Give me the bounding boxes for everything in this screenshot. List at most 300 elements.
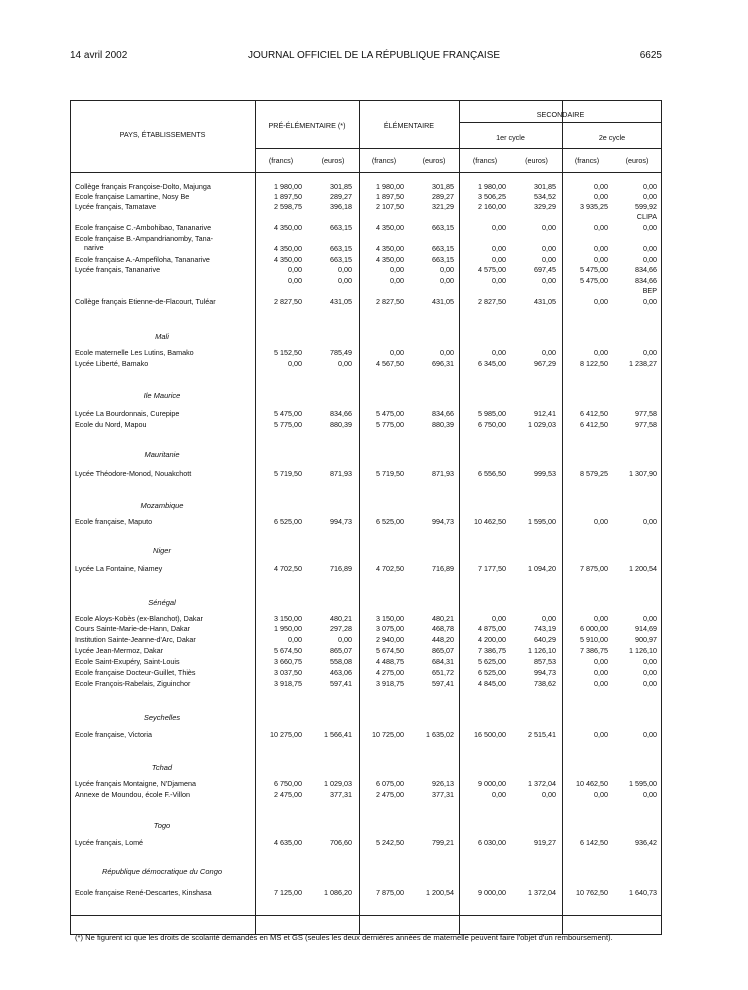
fee-value: 2 475,00: [274, 790, 302, 799]
establishment-name: [75, 564, 251, 574]
establishment-name: [75, 265, 251, 275]
fee-value: 480,21: [330, 614, 352, 623]
fee-value: 0,00: [643, 679, 657, 688]
establishment-label: Lycée français, Tamatave: [75, 202, 157, 211]
fee-value: 0,00: [594, 297, 608, 306]
establishment-name: [75, 192, 251, 202]
fee-value: 3 037,50: [274, 668, 302, 677]
establishment-label: Lycée La Bourdonnais, Curepipe: [75, 409, 180, 418]
fee-value: 289,27: [330, 192, 352, 201]
establishment-name: [75, 779, 251, 789]
fee-value: 1 950,00: [274, 624, 302, 633]
fee-value: 7 177,50: [478, 564, 506, 573]
fee-value: 0,00: [594, 517, 608, 526]
fee-value: 785,49: [330, 348, 352, 357]
fee-value: 0,00: [492, 348, 506, 357]
footnote: (*) Ne figurent ici que les droits de scolarité demandés en MS et GS (seules les deux dernières années de maternelle peuvent faire l'objet d'un remboursement).: [75, 933, 613, 942]
fee-value: 743,19: [534, 624, 556, 633]
unit-euros: (euros): [422, 156, 446, 165]
fee-value: 468,78: [432, 624, 454, 633]
fee-value: 994,73: [432, 517, 454, 526]
fee-value: 1 029,03: [528, 420, 556, 429]
country-heading: Togo: [153, 821, 171, 830]
fee-value: 4 350,00: [376, 244, 404, 253]
fee-value: 1 307,90: [629, 469, 657, 478]
fee-value: 5 475,00: [580, 265, 608, 274]
fee-value: 6 525,00: [376, 517, 404, 526]
establishment-label: Ecole François-Rabelais, Ziguinchor: [75, 679, 191, 688]
establishment-name: [75, 182, 251, 192]
fee-value: 967,29: [534, 359, 556, 368]
fee-value: 0,00: [594, 255, 608, 264]
fee-value: 0,00: [643, 657, 657, 666]
establishment-label: Ecole du Nord, Mapou: [75, 420, 147, 429]
fee-value: 10 275,00: [270, 730, 302, 739]
fee-value: 7 875,00: [580, 564, 608, 573]
fee-value: 0,00: [542, 614, 556, 623]
fee-value: 5 775,00: [274, 420, 302, 429]
fee-value: 2 475,00: [376, 790, 404, 799]
fee-value: 0,00: [643, 255, 657, 264]
fee-value: 3 075,00: [376, 624, 404, 633]
fee-value: 4 350,00: [274, 255, 302, 264]
fee-value: 1 094,20: [528, 564, 556, 573]
fee-value: 0,00: [643, 348, 657, 357]
fee-value: 1 238,27: [629, 359, 657, 368]
fee-value: 0,00: [542, 223, 556, 232]
fee-value: 0,00: [643, 192, 657, 201]
fee-value: 597,41: [330, 679, 352, 688]
fee-value: 0,00: [338, 359, 352, 368]
fee-value: 4 702,50: [376, 564, 404, 573]
fee-value: 0,00: [594, 182, 608, 191]
fee-value: 834,66: [635, 276, 657, 285]
fee-value: 865,07: [432, 646, 454, 655]
establishment-name: [75, 668, 251, 678]
fee-value: 0,00: [390, 348, 404, 357]
fee-value: 6 525,00: [274, 517, 302, 526]
fee-value: 0,00: [338, 265, 352, 274]
fee-value: 1 126,10: [629, 646, 657, 655]
fee-value: 6 142,50: [580, 838, 608, 847]
fee-value: 2 940,00: [376, 635, 404, 644]
fee-value: 10 462,50: [474, 517, 506, 526]
fee-value: 5 475,00: [376, 409, 404, 418]
fee-value: 0,00: [594, 192, 608, 201]
fee-value: 0,00: [643, 297, 657, 306]
establishment-label: Ecole française René-Descartes, Kinshasa: [75, 888, 212, 897]
fee-value: 6 345,00: [478, 359, 506, 368]
fee-value: 5 674,50: [376, 646, 404, 655]
fee-value: 663,15: [432, 223, 454, 232]
fee-value: 0,00: [338, 635, 352, 644]
fee-value: 534,52: [534, 192, 556, 201]
fee-value: 0,00: [288, 359, 302, 368]
country-heading: République démocratique du Congo: [101, 867, 223, 876]
fee-value: 2 827,50: [478, 297, 506, 306]
establishment-label: Ecole française B.-Ampandrianomby, Tana-: [75, 234, 213, 243]
establishment-name: [75, 646, 251, 656]
fee-value: 329,29: [534, 202, 556, 211]
fee-value: 0,00: [643, 790, 657, 799]
fee-value: 999,53: [534, 469, 556, 478]
fee-value: 912,41: [534, 409, 556, 418]
fee-value: 377,31: [432, 790, 454, 799]
fee-value: 448,20: [432, 635, 454, 644]
establishment-name: [75, 359, 251, 369]
unit-euros: (euros): [525, 156, 548, 165]
fee-value: 994,73: [534, 668, 556, 677]
fee-value: 1 980,00: [376, 182, 404, 191]
fee-value: 663,15: [330, 255, 352, 264]
fee-value: 5 625,00: [478, 657, 506, 666]
fee-value: 0,00: [440, 348, 454, 357]
fee-value: 301,85: [330, 182, 352, 191]
fee-value: 1 897,50: [274, 192, 302, 201]
fee-value: 716,89: [432, 564, 454, 573]
establishment-name: [75, 838, 251, 848]
establishment-label: Ecole maternelle Les Lutins, Bamako: [75, 348, 194, 357]
fee-value: 396,18: [330, 202, 352, 211]
establishment-name-continued: narive: [84, 243, 104, 252]
establishment-label: Ecole française A.-Ampefiloha, Tananarive: [75, 255, 210, 264]
col-header-preelementaire: PRÉ-ÉLÉMENTAIRE (*): [268, 121, 346, 130]
fee-value: 0,00: [594, 668, 608, 677]
program-note: BEP: [642, 286, 657, 295]
col-divider: [255, 100, 256, 935]
fee-value: 0,00: [390, 265, 404, 274]
fee-value: 0,00: [643, 244, 657, 253]
establishment-name: [75, 469, 251, 479]
fee-value: 919,27: [534, 838, 556, 847]
establishment-label: Ecole Aloys-Kobès (ex-Blanchot), Dakar: [75, 614, 203, 623]
fee-value: 0,00: [492, 223, 506, 232]
fee-value: 321,29: [432, 202, 454, 211]
fee-value: 0,00: [643, 517, 657, 526]
fee-value: 8 122,50: [580, 359, 608, 368]
establishment-label: Lycée La Fontaine, Niamey: [75, 564, 163, 573]
fee-value: 0,00: [643, 730, 657, 739]
issue-date: 14 avril 2002: [70, 50, 128, 61]
fee-value: 0,00: [288, 635, 302, 644]
fee-value: 9 000,00: [478, 779, 506, 788]
fee-value: 3 935,25: [580, 202, 608, 211]
establishment-name: [75, 420, 251, 430]
establishment-name: [75, 202, 251, 212]
fee-value: 431,05: [432, 297, 454, 306]
fee-value: 4 702,50: [274, 564, 302, 573]
table-bottom-rule: [70, 915, 662, 916]
fee-value: 480,21: [432, 614, 454, 623]
fee-value: 5 674,50: [274, 646, 302, 655]
unit-francs: (francs): [574, 156, 600, 165]
establishment-name: [75, 657, 251, 667]
fee-value: 3 150,00: [274, 614, 302, 623]
fee-value: 4 567,50: [376, 359, 404, 368]
fee-value: 4 350,00: [274, 223, 302, 232]
fee-value: 597,41: [432, 679, 454, 688]
fee-value: 7 875,00: [376, 888, 404, 897]
col-divider: [562, 100, 563, 935]
establishment-label: Collège français Françoise-Dolto, Majunga: [75, 182, 211, 191]
header-bottom-rule: [70, 172, 662, 173]
establishment-name: [75, 614, 251, 624]
fee-value: 5 152,50: [274, 348, 302, 357]
fee-value: 1 595,00: [629, 779, 657, 788]
establishment-label: Collège français Etienne-de-Flacourt, Tuléar: [75, 297, 216, 306]
fee-value: 994,73: [330, 517, 352, 526]
establishment-name: [75, 348, 251, 358]
fee-value: 977,58: [635, 420, 657, 429]
page-number: 6625: [639, 50, 662, 61]
establishment-label: Ecole française, Maputo: [75, 517, 153, 526]
establishment-label: Ecole Saint-Exupéry, Saint-Louis: [75, 657, 180, 666]
fee-value: 6 030,00: [478, 838, 506, 847]
fee-value: 684,31: [432, 657, 454, 666]
fee-value: 1 980,00: [478, 182, 506, 191]
fee-value: 871,93: [330, 469, 352, 478]
fee-value: 865,07: [330, 646, 352, 655]
fee-value: 2 827,50: [376, 297, 404, 306]
unit-francs: (francs): [472, 156, 498, 165]
fee-value: 977,58: [635, 409, 657, 418]
col-divider: [359, 100, 360, 935]
establishment-name: [75, 679, 251, 689]
fee-value: 7 125,00: [274, 888, 302, 897]
fee-value: 738,62: [534, 679, 556, 688]
unit-euros: (euros): [625, 156, 649, 165]
fee-value: 0,00: [594, 614, 608, 623]
establishment-name: [75, 730, 251, 740]
col-header-cycle2: 2e cycle: [598, 133, 626, 142]
country-heading: Seychelles: [143, 713, 181, 722]
fee-value: 6 412,50: [580, 420, 608, 429]
fee-value: 0,00: [594, 657, 608, 666]
fee-value: 2 598,75: [274, 202, 302, 211]
fee-value: 0,00: [594, 790, 608, 799]
fee-value: 0,00: [643, 223, 657, 232]
fee-value: 2 515,41: [528, 730, 556, 739]
fee-value: 1 200,54: [629, 564, 657, 573]
fee-value: 301,85: [432, 182, 454, 191]
fee-value: 5 719,50: [376, 469, 404, 478]
fee-value: 936,42: [635, 838, 657, 847]
col-header-secondaire: SECONDAIRE: [536, 110, 585, 119]
fee-value: 0,00: [643, 668, 657, 677]
fee-value: 0,00: [492, 790, 506, 799]
fee-value: 6 750,00: [274, 779, 302, 788]
fee-value: 834,66: [432, 409, 454, 418]
fee-value: 663,15: [330, 223, 352, 232]
program-note: CLIPA: [636, 212, 657, 221]
fee-value: 0,00: [492, 614, 506, 623]
fee-value: 4 275,00: [376, 668, 404, 677]
fee-value: 0,00: [594, 679, 608, 688]
fee-value: 900,97: [635, 635, 657, 644]
fee-value: 1 200,54: [426, 888, 454, 897]
fee-value: 1 566,41: [324, 730, 352, 739]
fee-value: 0,00: [440, 276, 454, 285]
fee-value: 0,00: [594, 348, 608, 357]
fee-value: 0,00: [594, 730, 608, 739]
establishment-name: [75, 517, 251, 527]
fee-value: 4 635,00: [274, 838, 302, 847]
fee-value: 0,00: [390, 276, 404, 285]
fee-value: 3 918,75: [274, 679, 302, 688]
fee-value: 716,89: [330, 564, 352, 573]
fee-value: 663,15: [432, 244, 454, 253]
fee-value: 289,27: [432, 192, 454, 201]
fee-value: 834,66: [330, 409, 352, 418]
country-heading: Tchad: [151, 763, 173, 772]
fee-value: 6 525,00: [478, 668, 506, 677]
unit-euros: (euros): [321, 156, 345, 165]
establishment-label: Ecole française Docteur-Guillet, Thiès: [75, 668, 196, 677]
fee-value: 10 725,00: [372, 730, 404, 739]
fee-value: 3 660,75: [274, 657, 302, 666]
establishment-name: [75, 624, 251, 634]
establishment-name: [75, 223, 251, 233]
country-heading: Sénégal: [148, 598, 176, 607]
fee-value: 663,15: [330, 244, 352, 253]
fee-value: 1 595,00: [528, 517, 556, 526]
establishment-label: Lycée français, Lomé: [75, 838, 144, 847]
establishment-label: Lycée Liberté, Bamako: [75, 359, 149, 368]
fee-value: 5 719,50: [274, 469, 302, 478]
fee-value: 7 386,75: [580, 646, 608, 655]
fee-value: 0,00: [643, 614, 657, 623]
fee-value: 0,00: [440, 265, 454, 274]
establishment-name: [75, 409, 251, 419]
col-header-pays: PAYS, ÉTABLISSEMENTS: [119, 130, 206, 139]
fee-value: 0,00: [338, 276, 352, 285]
fee-value: 6 750,00: [478, 420, 506, 429]
fee-value: 4 200,00: [478, 635, 506, 644]
fee-value: 4 575,00: [478, 265, 506, 274]
fee-value: 9 000,00: [478, 888, 506, 897]
fee-value: 0,00: [594, 223, 608, 232]
fee-value: 0,00: [492, 255, 506, 264]
fee-value: 7 386,75: [478, 646, 506, 655]
fee-value: 0,00: [492, 276, 506, 285]
fee-value: 834,66: [635, 265, 657, 274]
fee-value: 1 640,73: [629, 888, 657, 897]
fee-value: 8 579,25: [580, 469, 608, 478]
country-heading: Niger: [153, 546, 171, 555]
fee-value: 4 845,00: [478, 679, 506, 688]
fee-value: 5 910,00: [580, 635, 608, 644]
fee-value: 651,72: [432, 668, 454, 677]
establishment-name: [75, 790, 251, 800]
fee-value: 0,00: [643, 182, 657, 191]
establishment-label: Cours Sainte-Marie-de-Hann, Dakar: [75, 624, 191, 633]
fee-value: 1 980,00: [274, 182, 302, 191]
fee-value: 663,15: [432, 255, 454, 264]
fee-value: 2 107,50: [376, 202, 404, 211]
unit-francs: (francs): [268, 156, 294, 165]
fee-value: 431,05: [534, 297, 556, 306]
fee-value: 2 827,50: [274, 297, 302, 306]
fee-value: 0,00: [542, 348, 556, 357]
fee-value: 1 372,04: [528, 888, 556, 897]
fee-value: 4 350,00: [376, 255, 404, 264]
fee-value: 0,00: [492, 244, 506, 253]
fee-value: 599,92: [635, 202, 657, 211]
establishment-label: Institution Sainte-Jeanne-d'Arc, Dakar: [75, 635, 196, 644]
fee-value: 1 126,10: [528, 646, 556, 655]
fee-value: 5 775,00: [376, 420, 404, 429]
fee-value: 4 875,00: [478, 624, 506, 633]
fee-value: 1 372,04: [528, 779, 556, 788]
fee-value: 914,69: [635, 624, 657, 633]
fee-value: 301,85: [534, 182, 556, 191]
fee-value: 0,00: [542, 244, 556, 253]
fee-value: 696,31: [432, 359, 454, 368]
col-header-elementaire: ÉLÉMENTAIRE: [383, 121, 435, 130]
fee-value: 3 150,00: [376, 614, 404, 623]
fee-value: 0,00: [542, 255, 556, 264]
fee-value: 297,28: [330, 624, 352, 633]
fee-value: 3 506,25: [478, 192, 506, 201]
fee-value: 0,00: [594, 244, 608, 253]
establishment-name: [75, 297, 251, 307]
fee-value: 6 000,00: [580, 624, 608, 633]
fee-value: 1 897,50: [376, 192, 404, 201]
establishment-label: Lycée Théodore-Monod, Nouakchott: [75, 469, 192, 478]
fee-value: 5 475,00: [274, 409, 302, 418]
establishment-label: Lycée français, Tananarive: [75, 265, 161, 274]
country-heading: Mozambique: [140, 501, 184, 510]
fee-value: 0,00: [542, 790, 556, 799]
fee-value: 697,45: [534, 265, 556, 274]
fee-value: 6 556,50: [478, 469, 506, 478]
fee-value: 0,00: [542, 276, 556, 285]
establishment-name: [75, 255, 251, 265]
fee-value: 10 462,50: [576, 779, 608, 788]
fee-value: 0,00: [288, 276, 302, 285]
fee-value: 6 412,50: [580, 409, 608, 418]
fee-value: 871,93: [432, 469, 454, 478]
fee-value: 880,39: [330, 420, 352, 429]
establishment-label: Ecole française, Victoria: [75, 730, 152, 739]
fee-value: 5 475,00: [580, 276, 608, 285]
country-heading: Mauritanie: [144, 450, 180, 459]
fee-value: 6 075,00: [376, 779, 404, 788]
establishment-label: Annexe de Moundou, école F.-Villon: [75, 790, 190, 799]
fee-value: 463,06: [330, 668, 352, 677]
establishment-name: [75, 635, 251, 645]
fee-value: 1 086,20: [324, 888, 352, 897]
row-divider: [255, 148, 662, 149]
col-header-cycle1: 1er cycle: [496, 133, 525, 142]
journal-title: JOURNAL OFFICIEL DE LA RÉPUBLIQUE FRANÇAISE: [247, 50, 501, 61]
fee-value: 4 488,75: [376, 657, 404, 666]
col-divider: [459, 100, 460, 935]
fee-value: 926,13: [432, 779, 454, 788]
fee-value: 0,00: [288, 265, 302, 274]
fee-value: 857,53: [534, 657, 556, 666]
fee-value: 1 029,03: [324, 779, 352, 788]
fee-value: 10 762,50: [576, 888, 608, 897]
fee-value: 880,39: [432, 420, 454, 429]
fee-value: 4 350,00: [274, 244, 302, 253]
establishment-label: Ecole française Lamartine, Nosy Be: [75, 192, 190, 201]
fee-value: 5 985,00: [478, 409, 506, 418]
fee-value: 377,31: [330, 790, 352, 799]
row-divider: [459, 122, 662, 123]
fee-value: 799,21: [432, 838, 454, 847]
fee-value: 640,29: [534, 635, 556, 644]
